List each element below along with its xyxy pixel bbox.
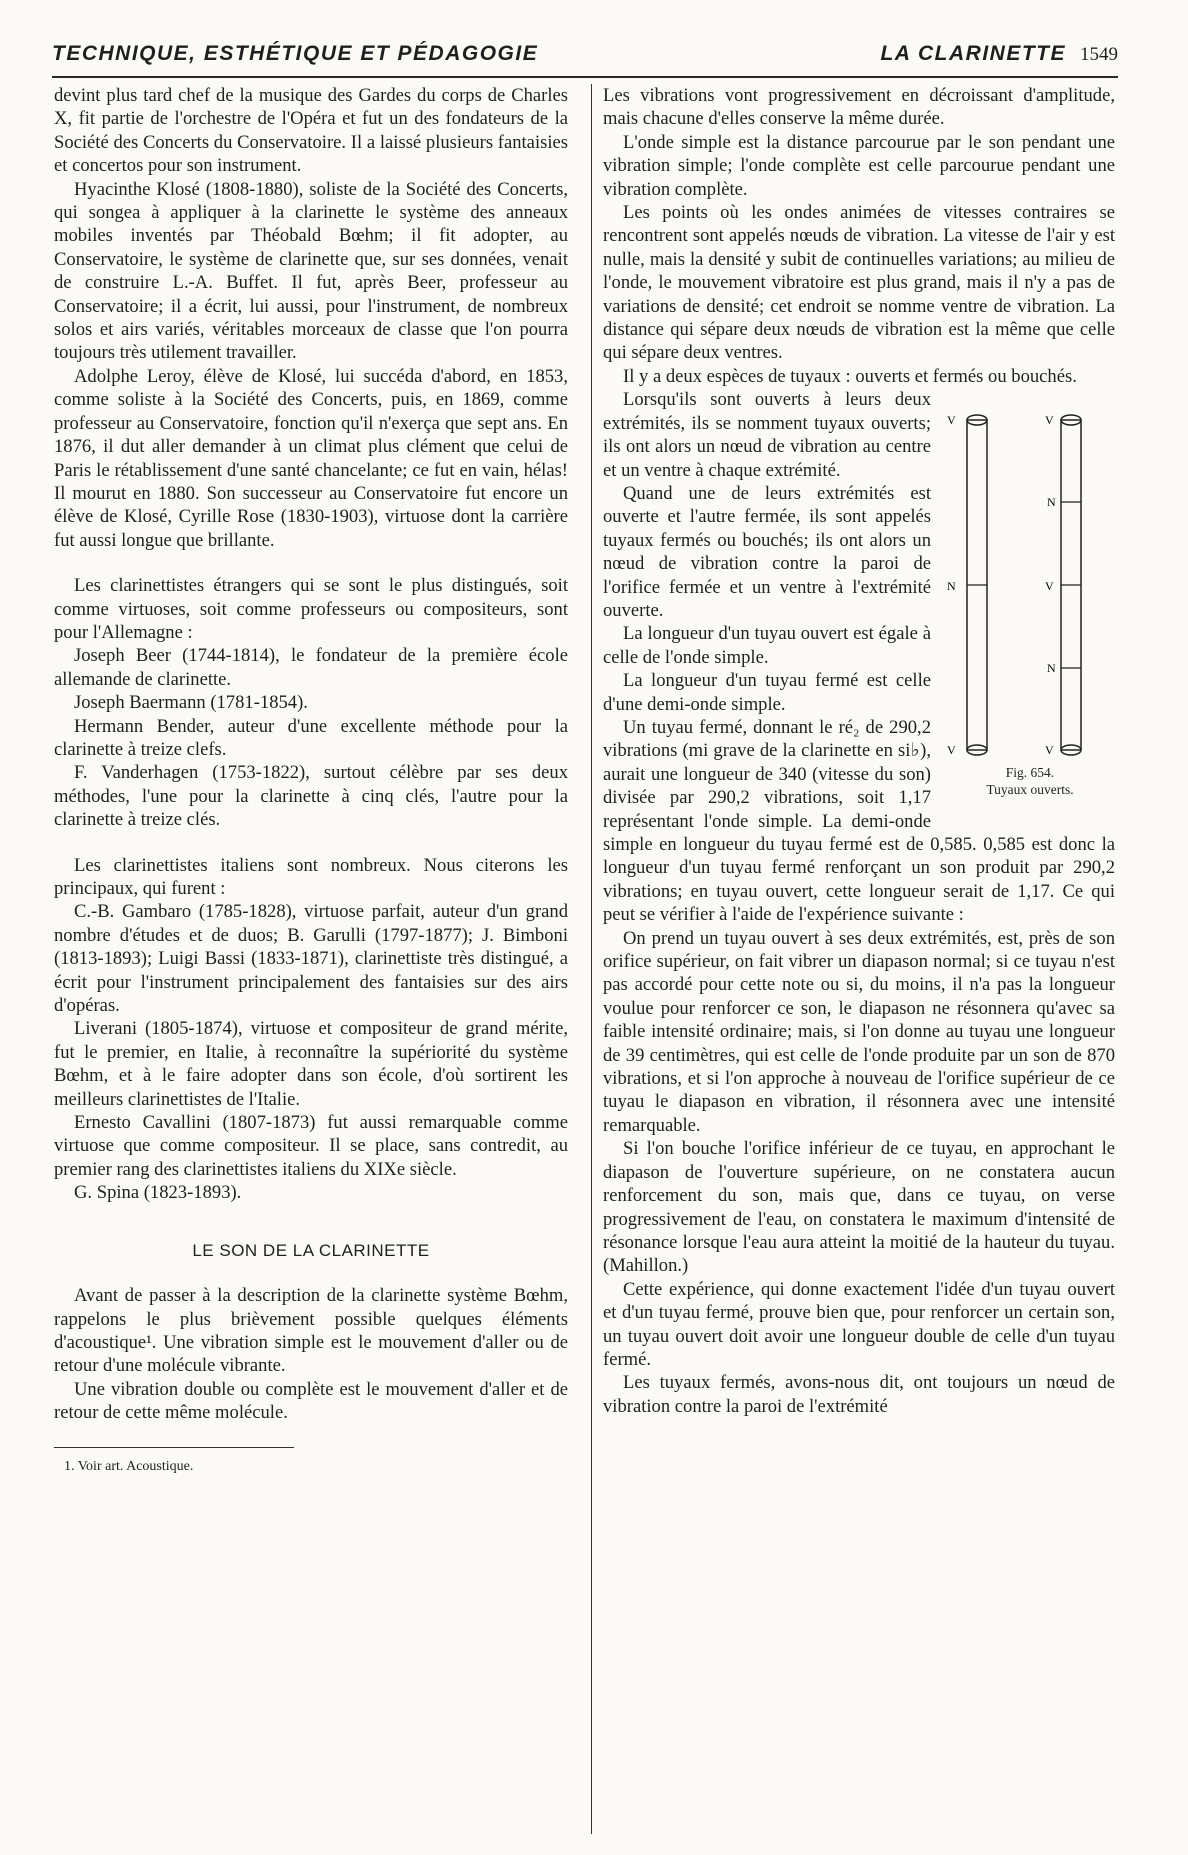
- paragraph: Un tuyau fermé, donnant le ré₂ de 290,2 vibrations (mi grave de la clarinette en si♭), aurait une longueur de 340 (vitesse du son) divisée par 290,2 vibrations, soit 1,17 représentant l'onde simple. La demi-onde simple en longueur du tuyau fermé est de 0,585. 0,585 est donc la longueur d'un tuyau fermé renforçant un son produit par 290,2 vibrations; en tuyau ouvert, cette longueur serait de 1,17. Ce qui peut se vérifier à l'aide de l'expérience suivante :: [603, 716, 1115, 926]
- paragraph: Quand une de leurs extrémités est ouverte et l'autre fermée, ils sont appelés tuyaux fermés ou bouchés; ils ont alors un nœud de vibration contre la paroi de l'orifice fermée et un ventre à l'extrémité ouverte.: [603, 482, 931, 621]
- figure-caption-text: Tuyaux ouverts.: [986, 782, 1074, 798]
- footnote: 1. Voir art. Acoustique.: [64, 1458, 194, 1474]
- page-number: 1549: [1080, 44, 1118, 65]
- label-v-right-top: V: [1045, 413, 1054, 428]
- paragraph: La longueur d'un tuyau ouvert est égale à celle de l'onde simple.: [603, 623, 931, 668]
- paragraph: Lorsqu'ils sont ouverts à leurs deux extrémités, ils se nomment tuyaux ouverts; ils ont alors un nœud de vibration au centre et un ventre à chaque extrémité.: [603, 389, 931, 481]
- paragraph: Les tuyaux fermés, avons-nous dit, ont toujours un nœud de vibration contre la paroi de l'extrémité: [603, 1372, 1115, 1417]
- paragraph: Les clarinettistes italiens sont nombreux. Nous citerons les principaux, qui furent :: [54, 854, 568, 899]
- footnote-rule: [54, 1447, 294, 1448]
- paragraph: L'onde simple est la distance parcourue par le son pendant une vibration simple; l'onde complète est celle parcourue pendant une vibration complète.: [603, 131, 1115, 200]
- paragraph: Ernesto Cavallini (1807-1873) fut aussi remarquable comme virtuose que comme compositeur. Il se place, sans contredit, au premier rang des clarinettistes italiens du XIXe siècle.: [54, 1112, 568, 1180]
- paragraph: Une vibration double ou complète est le mouvement d'aller et de retour de cette même molécule.: [54, 1378, 568, 1424]
- pipes-diagram: [945, 392, 1115, 762]
- right-column: [603, 84, 1115, 1418]
- label-v-left-top: V: [947, 413, 956, 428]
- left-column: [54, 84, 568, 1476]
- paragraph: Les clarinettistes étrangers qui se sont le plus distingués, soit comme virtuoses, soit comme professeurs ou compositeurs, sont pour l'Allemagne :: [54, 575, 568, 643]
- paragraph: Joseph Baermann (1781-1854).: [74, 692, 308, 714]
- figure-caption-number: Fig. 654.: [1005, 765, 1055, 781]
- paragraph: Les vibrations vont progressivement en décroissant d'amplitude, mais chacune d'elles conserve la même durée.: [603, 85, 1115, 130]
- header-left-title: TECHNIQUE, ESTHÉTIQUE ET PÉDAGOGIE: [52, 42, 539, 65]
- paragraph: La longueur d'un tuyau fermé est celle d'une demi-onde simple.: [603, 670, 931, 715]
- paragraph: Adolphe Leroy, élève de Klosé, lui succéda d'abord, en 1853, comme soliste à la Société des Concerts, puis, en 1869, comme professeur au Conservatoire, fonction qu'il n'exerça que sept ans. En 1876, il dut aller demander à un climat plus clément que celui de Paris le rétablissement d'une santé chancelante; ce fut en vain, hélas! Il mourut en 1880. Son successeur au Conservatoire fut encore un élève de Klosé, Cyrille Rose (1830-1903), virtuose dont la carrière fut aussi longue que brillante.: [54, 365, 568, 551]
- paragraph: G. Spina (1823-1893).: [74, 1182, 242, 1204]
- label-v-right-mid: V: [1045, 579, 1054, 594]
- paragraph: On prend un tuyau ouvert à ses deux extrémités, est, près de son orifice supérieur, on fait vibrer un diapason normal; si ce tuyau n'est pas accordé pour cette note ou si, du moins, il n'a pas la longueur voulue pour renforcer ce son, le diapason ne résonnera qu'avec sa faible intensité ordinaire; mais, si l'on donne au tuyau une longueur de 39 centimètres, qui est celle de l'onde produite par un son de 870 vibrations, et si l'on approche à nouveau de l'orifice supérieur de ce tuyau le diapason en vibration, il résonnera avec une intensité remarquable.: [603, 927, 1115, 1136]
- paragraph: Les points où les ondes animées de vitesses contraires se rencontrent sont appelés nœuds de vibration. La vitesse de l'air y est nulle, mais la densité y subit de continuelles variations; au milieu de l'onde, le mouvement vibratoire est plus grand, mais il n'y a pas de variations de densité; cet endroit se nomme ventre de vibration. La distance qui sépare deux nœuds de vibration est la même que celle qui sépare deux ventres.: [603, 202, 1115, 364]
- paragraph: F. Vanderhagen (1753-1822), surtout célèbre par ses deux méthodes, l'une pour la clarinette à cinq clés, l'autre pour la clarinette à treize clés.: [54, 762, 568, 831]
- paragraph: devint plus tard chef de la musique des Gardes du corps de Charles X, fit partie de l'orchestre de l'Opéra et fut un des fondateurs de la Société des Concerts du Conservatoire. Il a laissé plusieurs fantaisies et concertos pour son instrument.: [54, 85, 568, 177]
- header-right-title: LA CLARINETTE: [880, 42, 1066, 65]
- paragraph: Avant de passer à la description de la clarinette système Bœhm, rappelons le plus brièvement possible quelques éléments d'acoustique¹. Une vibration simple est le mouvement d'aller ou de retour d'une molécule vibrante.: [54, 1285, 568, 1377]
- label-n-right-2: N: [1047, 661, 1056, 676]
- paragraph: Hermann Bender, auteur d'une excellente méthode pour la clarinette à treize clefs.: [54, 715, 568, 760]
- header-right: [880, 42, 1118, 66]
- paragraph: Joseph Beer (1744-1814), le fondateur de la première école allemande de clarinette.: [54, 645, 568, 690]
- figure-caption: [945, 764, 1115, 798]
- paragraph: Liverani (1805-1874), virtuose et compositeur de grand mérite, fut le premier, en Italie, à reconnaître la supériorité du système Bœhm, et à le faire adopter dans son école, d'où sortirent les meilleurs clarinettistes de l'Italie.: [54, 1018, 568, 1110]
- paragraph: Si l'on bouche l'orifice inférieur de ce tuyau, en approchant le diapason de l'ouverture supérieure, on ne constatera aucun renforcement du son, mais que, dans ce tuyau, on verse progressivement de l'eau, on constatera le maximum d'intensité de résonance lorsque l'eau aura atteint la moitié de la hauteur du tuyau. (Mahillon.): [603, 1138, 1115, 1277]
- label-n-right-1: N: [1047, 495, 1056, 510]
- figure-tuyaux-ouverts: [945, 392, 1115, 804]
- paragraph: Hyacinthe Klosé (1808-1880), soliste de la Société des Concerts, qui songea à appliquer à la clarinette le système des anneaux mobiles inventés par Théobald Bœhm; il fit adopter, au Conservatoire, le système de clarinette que, sur ses données, venait de construire L.-A. Buffet. Il fut, après Beer, professeur au Conservatoire; il a écrit, lui aussi, pour l'instrument, de nombreux solos et airs variés, véritables morceaux de classe que l'on pourra toujours très utilement travailler.: [54, 178, 568, 364]
- running-header: [52, 42, 1118, 78]
- paragraph: Cette expérience, qui donne exactement l'idée d'un tuyau ouvert et d'un tuyau fermé, prouve bien que, pour renforcer un certain son, un tuyau ouvert doit avoir une longueur double de celle d'un tuyau fermé.: [603, 1278, 1115, 1370]
- paragraph: Il y a deux espèces de tuyaux : ouverts et fermés ou bouchés.: [623, 365, 1077, 387]
- label-n-left-mid: N: [947, 579, 956, 594]
- column-divider: [591, 84, 592, 1834]
- section-title: LE SON DE LA CLARINETTE: [192, 1240, 430, 1260]
- label-v-left-bottom: V: [947, 743, 956, 758]
- label-v-right-bottom: V: [1045, 743, 1054, 758]
- paragraph: C.-B. Gambaro (1785-1828), virtuose parfait, auteur d'un grand nombre d'études et de duos; B. Garulli (1797-1877); J. Bimboni (1813-1893); Luigi Bassi (1833-1871), clarinettiste très distingué, a écrit pour l'instrument principalement des fantaisies sur des airs d'opéras.: [54, 901, 568, 1017]
